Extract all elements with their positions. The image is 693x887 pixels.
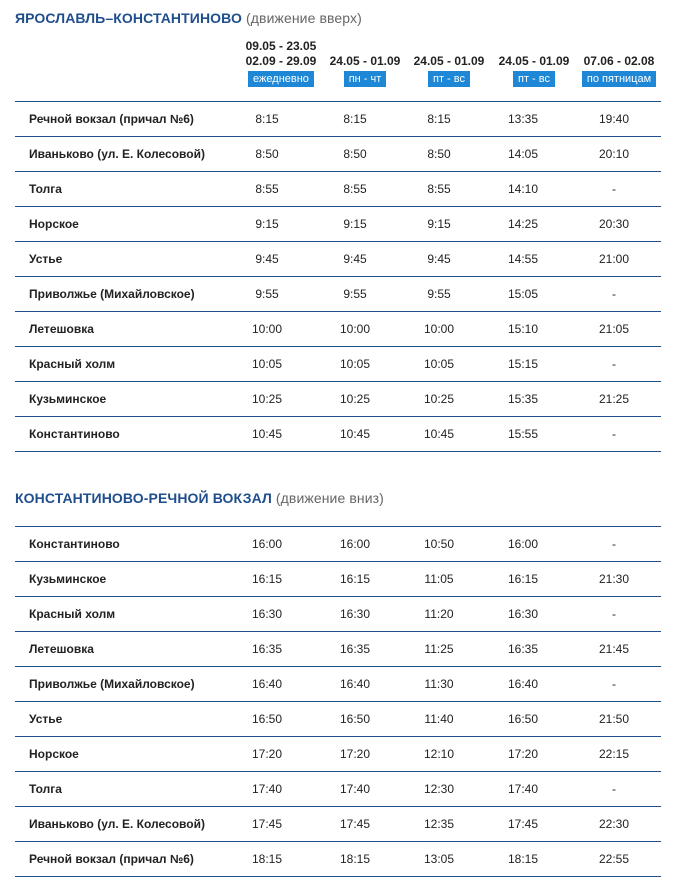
- departure-time: 15:10: [479, 312, 567, 347]
- departure-time: 15:35: [479, 382, 567, 417]
- downstream-subtitle: (движение вниз): [275, 490, 384, 506]
- departure-time: 22:55: [567, 842, 661, 877]
- departure-time: 8:55: [399, 172, 479, 207]
- table-row: [15, 312, 661, 347]
- departure-time: 17:40: [479, 772, 567, 807]
- departure-time: 21:45: [567, 632, 661, 667]
- departure-time: 10:00: [399, 312, 479, 347]
- stop-name: Константиново: [15, 527, 223, 562]
- departure-time: 20:30: [567, 207, 661, 242]
- stop-name: Летешовка: [15, 632, 223, 667]
- table-row: [15, 702, 661, 737]
- departure-time: 22:30: [567, 807, 661, 842]
- departure-time: 21:00: [567, 242, 661, 277]
- departure-time: 10:25: [223, 382, 311, 417]
- stop-name: Константиново: [15, 417, 223, 452]
- departure-time: 18:15: [223, 842, 311, 877]
- departure-time: 9:45: [399, 242, 479, 277]
- departure-time: 10:05: [311, 347, 399, 382]
- column-period: 07.06 - 02.08: [583, 54, 655, 68]
- departure-time: 8:15: [311, 102, 399, 137]
- departure-time: 9:15: [311, 207, 399, 242]
- column-period: 24.05 - 01.09: [498, 54, 570, 68]
- departure-time: 10:25: [399, 382, 479, 417]
- downstream-section-title: [15, 490, 384, 506]
- departure-time: 16:50: [311, 702, 399, 737]
- stop-name: Кузьминское: [15, 562, 223, 597]
- column-period: 09.05 - 23.05: [245, 39, 317, 53]
- departure-time: 17:40: [223, 772, 311, 807]
- departure-time: 9:55: [223, 277, 311, 312]
- departure-time: -: [567, 172, 661, 207]
- upstream-title: ЯРОСЛАВЛЬ–КОНСТАНТИНОВО: [15, 10, 242, 26]
- schedule-days-badge: пт - вс: [513, 71, 555, 87]
- table-row: [15, 597, 661, 632]
- departure-time: 16:15: [223, 562, 311, 597]
- departure-time: 15:05: [479, 277, 567, 312]
- stop-name: Речной вокзал (причал №6): [15, 102, 223, 137]
- departure-time: 18:15: [479, 842, 567, 877]
- stop-name: Норское: [15, 207, 223, 242]
- departure-time: 10:05: [223, 347, 311, 382]
- table-row: [15, 102, 661, 137]
- table-row: [15, 347, 661, 382]
- departure-time: 16:35: [479, 632, 567, 667]
- departure-time: 14:55: [479, 242, 567, 277]
- departure-time: 14:10: [479, 172, 567, 207]
- departure-time: 11:30: [399, 667, 479, 702]
- departure-time: -: [567, 417, 661, 452]
- downstream-title: КОНСТАНТИНОВО-РЕЧНОЙ ВОКЗАЛ: [15, 490, 272, 506]
- departure-time: 18:15: [311, 842, 399, 877]
- column-period: 24.05 - 01.09: [413, 54, 485, 68]
- departure-time: 16:00: [311, 527, 399, 562]
- departure-time: 16:40: [223, 667, 311, 702]
- departure-time: -: [567, 277, 661, 312]
- departure-time: 16:15: [479, 562, 567, 597]
- departure-time: 14:25: [479, 207, 567, 242]
- departure-time: 10:45: [223, 417, 311, 452]
- table-row: [15, 382, 661, 417]
- departure-time: -: [567, 347, 661, 382]
- stop-name: Иваньково (ул. Е. Колесовой): [15, 137, 223, 172]
- departure-time: 16:50: [223, 702, 311, 737]
- stop-name: Устье: [15, 702, 223, 737]
- departure-time: -: [567, 667, 661, 702]
- departure-time: 9:15: [399, 207, 479, 242]
- departure-time: 17:45: [223, 807, 311, 842]
- departure-time: 10:05: [399, 347, 479, 382]
- departure-time: 16:50: [479, 702, 567, 737]
- departure-time: 16:30: [223, 597, 311, 632]
- table-row: [15, 667, 661, 702]
- departure-time: 8:50: [399, 137, 479, 172]
- column-header-3: [407, 54, 491, 87]
- stop-name: Кузьминское: [15, 382, 223, 417]
- upstream-timetable: [15, 101, 661, 452]
- table-row: [15, 137, 661, 172]
- stop-name: Приволжье (Михайловское): [15, 277, 223, 312]
- departure-time: 12:35: [399, 807, 479, 842]
- stop-name: Толга: [15, 172, 223, 207]
- departure-time: 17:45: [311, 807, 399, 842]
- departure-time: 12:10: [399, 737, 479, 772]
- departure-time: 16:35: [223, 632, 311, 667]
- departure-time: 11:05: [399, 562, 479, 597]
- departure-time: 12:30: [399, 772, 479, 807]
- departure-time: 19:40: [567, 102, 661, 137]
- departure-time: 8:15: [223, 102, 311, 137]
- departure-time: 10:50: [399, 527, 479, 562]
- departure-time: 8:15: [399, 102, 479, 137]
- table-row: [15, 562, 661, 597]
- departure-time: 16:35: [311, 632, 399, 667]
- departure-time: 21:50: [567, 702, 661, 737]
- departure-time: 9:45: [223, 242, 311, 277]
- departure-time: 16:15: [311, 562, 399, 597]
- schedule-days-badge: пт - вс: [428, 71, 470, 87]
- departure-time: 17:20: [223, 737, 311, 772]
- departure-time: 20:10: [567, 137, 661, 172]
- departure-time: 17:40: [311, 772, 399, 807]
- table-row: [15, 277, 661, 312]
- departure-time: 10:00: [223, 312, 311, 347]
- departure-time: 16:30: [479, 597, 567, 632]
- column-header-2: [323, 54, 407, 87]
- stop-name: Летешовка: [15, 312, 223, 347]
- column-period: 24.05 - 01.09: [329, 54, 401, 68]
- upstream-subtitle: (движение вверх): [246, 10, 362, 26]
- departure-time: 16:30: [311, 597, 399, 632]
- departure-time: 17:45: [479, 807, 567, 842]
- table-row: [15, 632, 661, 667]
- table-row: [15, 172, 661, 207]
- departure-time: 11:20: [399, 597, 479, 632]
- departure-time: 16:40: [311, 667, 399, 702]
- departure-time: -: [567, 772, 661, 807]
- departure-time: 8:50: [223, 137, 311, 172]
- stop-name: Устье: [15, 242, 223, 277]
- column-period-secondary: 02.09 - 29.09: [245, 54, 317, 68]
- schedule-days-badge: ежедневно: [248, 71, 314, 87]
- departure-time: 13:05: [399, 842, 479, 877]
- departure-time: 8:55: [311, 172, 399, 207]
- departure-time: -: [567, 597, 661, 632]
- departure-time: 10:00: [311, 312, 399, 347]
- departure-time: 10:45: [399, 417, 479, 452]
- departure-time: 11:40: [399, 702, 479, 737]
- departure-time: 8:50: [311, 137, 399, 172]
- column-header-5: [577, 54, 661, 87]
- stop-name: Иваньково (ул. Е. Колесовой): [15, 807, 223, 842]
- departure-time: 22:15: [567, 737, 661, 772]
- departure-time: 8:55: [223, 172, 311, 207]
- departure-time: 9:55: [311, 277, 399, 312]
- downstream-timetable: [15, 526, 661, 877]
- departure-time: 9:15: [223, 207, 311, 242]
- departure-time: 10:25: [311, 382, 399, 417]
- stop-name: Красный холм: [15, 347, 223, 382]
- table-row: [15, 242, 661, 277]
- column-header-1: [239, 39, 323, 87]
- departure-time: -: [567, 527, 661, 562]
- departure-time: 15:15: [479, 347, 567, 382]
- table-row: [15, 842, 661, 877]
- departure-time: 21:05: [567, 312, 661, 347]
- stop-name: Речной вокзал (причал №6): [15, 842, 223, 877]
- departure-time: 16:00: [479, 527, 567, 562]
- schedule-days-badge: пн - чт: [344, 71, 387, 87]
- table-row: [15, 207, 661, 242]
- upstream-section-title: [15, 10, 362, 26]
- departure-time: 11:25: [399, 632, 479, 667]
- stop-name: Приволжье (Михайловское): [15, 667, 223, 702]
- departure-time: 9:45: [311, 242, 399, 277]
- departure-time: 16:40: [479, 667, 567, 702]
- departure-time: 9:55: [399, 277, 479, 312]
- table-row: [15, 772, 661, 807]
- stop-name: Толга: [15, 772, 223, 807]
- departure-time: 21:30: [567, 562, 661, 597]
- table-row: [15, 737, 661, 772]
- stop-name: Красный холм: [15, 597, 223, 632]
- table-row: [15, 527, 661, 562]
- departure-time: 10:45: [311, 417, 399, 452]
- column-header-4: [492, 54, 576, 87]
- departure-time: 16:00: [223, 527, 311, 562]
- departure-time: 13:35: [479, 102, 567, 137]
- table-row: [15, 807, 661, 842]
- stop-name: Норское: [15, 737, 223, 772]
- departure-time: 17:20: [311, 737, 399, 772]
- departure-time: 14:05: [479, 137, 567, 172]
- schedule-days-badge: по пятницам: [582, 71, 656, 87]
- table-row: [15, 417, 661, 452]
- departure-time: 15:55: [479, 417, 567, 452]
- departure-time: 17:20: [479, 737, 567, 772]
- departure-time: 21:25: [567, 382, 661, 417]
